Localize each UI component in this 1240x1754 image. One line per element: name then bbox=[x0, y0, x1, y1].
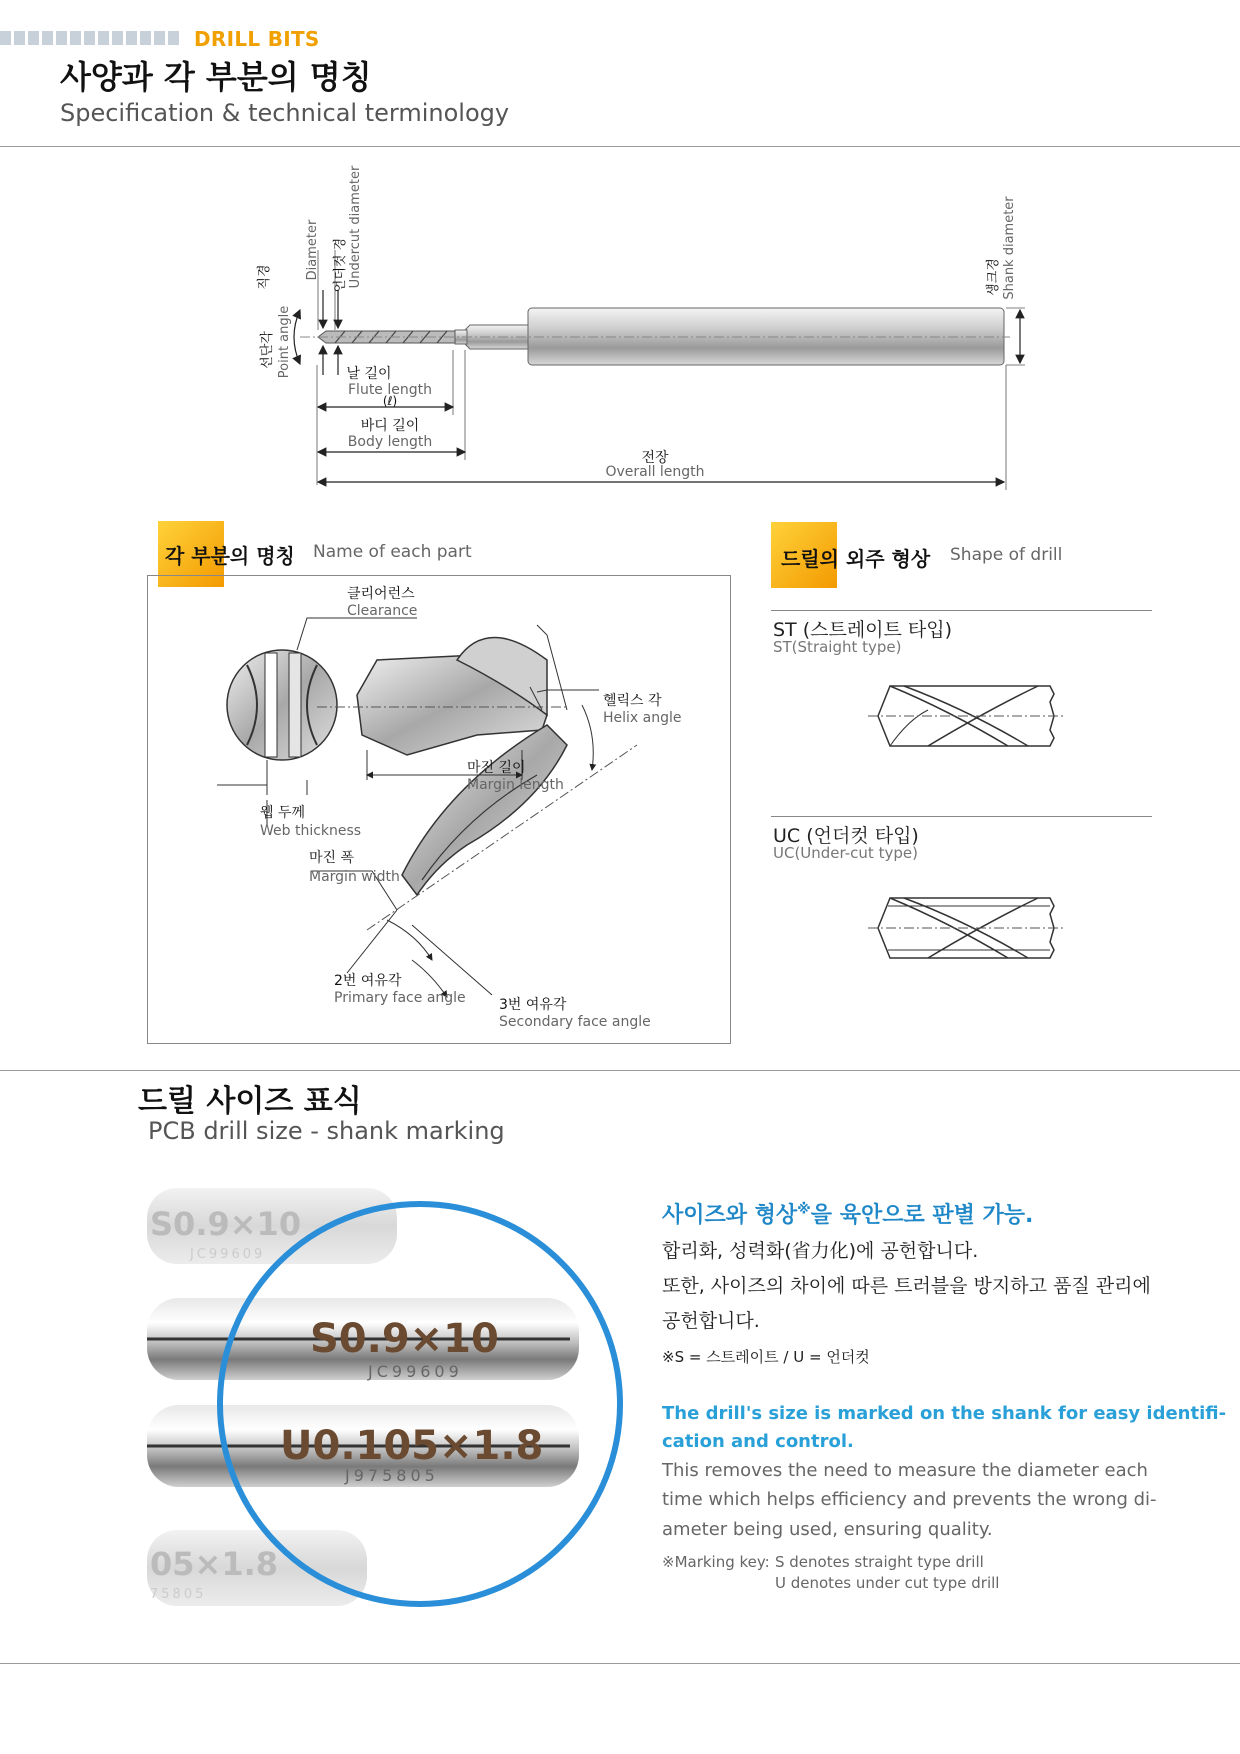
diameter-label-ko: 직경 bbox=[257, 264, 272, 290]
section-divider bbox=[0, 1070, 1240, 1071]
header-tiles bbox=[0, 31, 179, 45]
st-label-en: ST(Straight type) bbox=[773, 638, 902, 656]
marking-key-u: U denotes under cut type drill bbox=[775, 1574, 1000, 1592]
blurred-mark-bottom: 05×1.8 bbox=[150, 1545, 279, 1583]
shank-mark-1: S0.9×10 bbox=[310, 1316, 499, 1362]
parts-section-title: 각 부분의 명칭 bbox=[165, 544, 295, 568]
blurred-serial-bottom: 75805 bbox=[150, 1587, 207, 1602]
point-angle-label-en: Point angle bbox=[277, 305, 292, 379]
parts-section-subtitle: Name of each part bbox=[313, 542, 472, 562]
marking-body-en-3: ameter being used, ensuring quality. bbox=[662, 1519, 993, 1540]
body-label-en: Body length bbox=[347, 434, 433, 450]
uc-divider bbox=[771, 816, 1152, 817]
helix-label-en: Helix angle bbox=[603, 710, 682, 726]
secondary-face-label-ko: 3번 여유각 bbox=[499, 997, 567, 1013]
margin-width-label-ko: 마진 폭 bbox=[309, 850, 355, 866]
blurred-serial-top: JC99609 bbox=[190, 1247, 266, 1262]
margin-width-label-en: Margin width bbox=[309, 869, 400, 885]
cross-section-shape bbox=[227, 650, 337, 760]
marking-note-ko: ※S = 스트레이트 / U = 언더컷 bbox=[662, 1348, 870, 1366]
category-label: DRILL BITS bbox=[194, 27, 320, 51]
footer-divider bbox=[0, 1663, 1240, 1664]
uc-label-ko: UC (언더컷 타입) bbox=[773, 825, 919, 847]
overall-label-en: Overall length bbox=[605, 464, 705, 480]
marking-head-en-2: cation and control. bbox=[662, 1431, 854, 1452]
uc-drill-shape bbox=[868, 892, 1068, 964]
diameter-label-en: Diameter bbox=[305, 219, 320, 281]
web-thickness-label-ko: 웹 두께 bbox=[260, 805, 306, 821]
shank-serial-1: JC99609 bbox=[368, 1362, 463, 1381]
st-drill-shape bbox=[868, 680, 1068, 752]
secondary-face-label-en: Secondary face angle bbox=[499, 1014, 651, 1030]
shank-label-en: Shank diameter bbox=[1002, 196, 1017, 300]
marking-body-ko-1: 합리화, 성력화(省力化)에 공헌합니다. bbox=[662, 1240, 979, 1262]
marking-body-ko-2: 또한, 사이즈의 차이에 따른 트러블을 방지하고 품질 관리에 bbox=[662, 1275, 1151, 1297]
magnifier-ring bbox=[220, 1204, 620, 1604]
shank-label-ko: 섕크경 bbox=[986, 258, 1001, 296]
shank-mark-2: U0.105×1.8 bbox=[280, 1423, 544, 1469]
st-label-ko: ST (스트레이트 타입) bbox=[773, 619, 953, 641]
blurred-mark-top: S0.9×10 bbox=[150, 1205, 302, 1243]
page-subtitle: Specification & technical terminology bbox=[60, 99, 510, 127]
marking-head-ko: 사이즈와 형상※을 육안으로 판별 가능. bbox=[662, 1201, 1034, 1228]
shank-serial-2: J975805 bbox=[345, 1466, 439, 1485]
primary-face-label-en: Primary face angle bbox=[334, 990, 466, 1006]
flute-label-en: Flute length bbox=[348, 382, 432, 398]
clearance-label-en: Clearance bbox=[347, 603, 418, 619]
point-angle-label-ko: 선단각 bbox=[260, 331, 275, 369]
marking-key-s: S denotes straight type drill bbox=[775, 1553, 984, 1571]
shape-section-title: 드릴의 외주 형상 bbox=[781, 547, 931, 571]
page-title: 사양과 각 부분의 명칭 bbox=[60, 58, 372, 96]
marking-body-ko-3: 공헌합니다. bbox=[662, 1310, 760, 1332]
marking-key-label: ※Marking key: bbox=[662, 1553, 770, 1571]
marking-title: 드릴 사이즈 표식 bbox=[138, 1084, 362, 1119]
flute-symbol: (ℓ) bbox=[382, 394, 398, 408]
helix-label-ko: 헬릭스 각 bbox=[603, 693, 662, 709]
margin-length-label-en: Margin length bbox=[467, 777, 564, 793]
marking-subtitle: PCB drill size - shank marking bbox=[148, 1117, 505, 1145]
undercut-label-ko: 언더컷 경 bbox=[333, 237, 348, 293]
clearance-label-ko: 클리어런스 bbox=[347, 586, 415, 602]
marking-body-en-2: time which helps efficiency and prevents the wrong di- bbox=[662, 1489, 1157, 1510]
header-divider bbox=[0, 146, 1240, 147]
marking-head-en-1: The drill's size is marked on the shank for easy identifi- bbox=[662, 1403, 1227, 1424]
margin-length-label-ko: 마진 길이 bbox=[467, 760, 526, 776]
drill-spec-diagram bbox=[0, 150, 1240, 500]
st-divider bbox=[771, 610, 1152, 611]
body-label-ko: 바디 길이 bbox=[360, 418, 420, 434]
flute-label-ko: 날 길이 bbox=[346, 366, 392, 382]
overall-label-ko: 전장 bbox=[641, 450, 669, 466]
shape-section-subtitle: Shape of drill bbox=[950, 545, 1063, 565]
parts-diagram bbox=[147, 575, 731, 1044]
web-thickness-label-en: Web thickness bbox=[260, 823, 362, 839]
shank-marking-photo bbox=[140, 1180, 660, 1630]
primary-face-label-ko: 2번 여유각 bbox=[334, 973, 402, 989]
uc-label-en: UC(Under-cut type) bbox=[773, 844, 918, 862]
marking-body-en-1: This removes the need to measure the diameter each bbox=[662, 1460, 1148, 1481]
undercut-label-en: Undercut diameter bbox=[348, 165, 363, 289]
